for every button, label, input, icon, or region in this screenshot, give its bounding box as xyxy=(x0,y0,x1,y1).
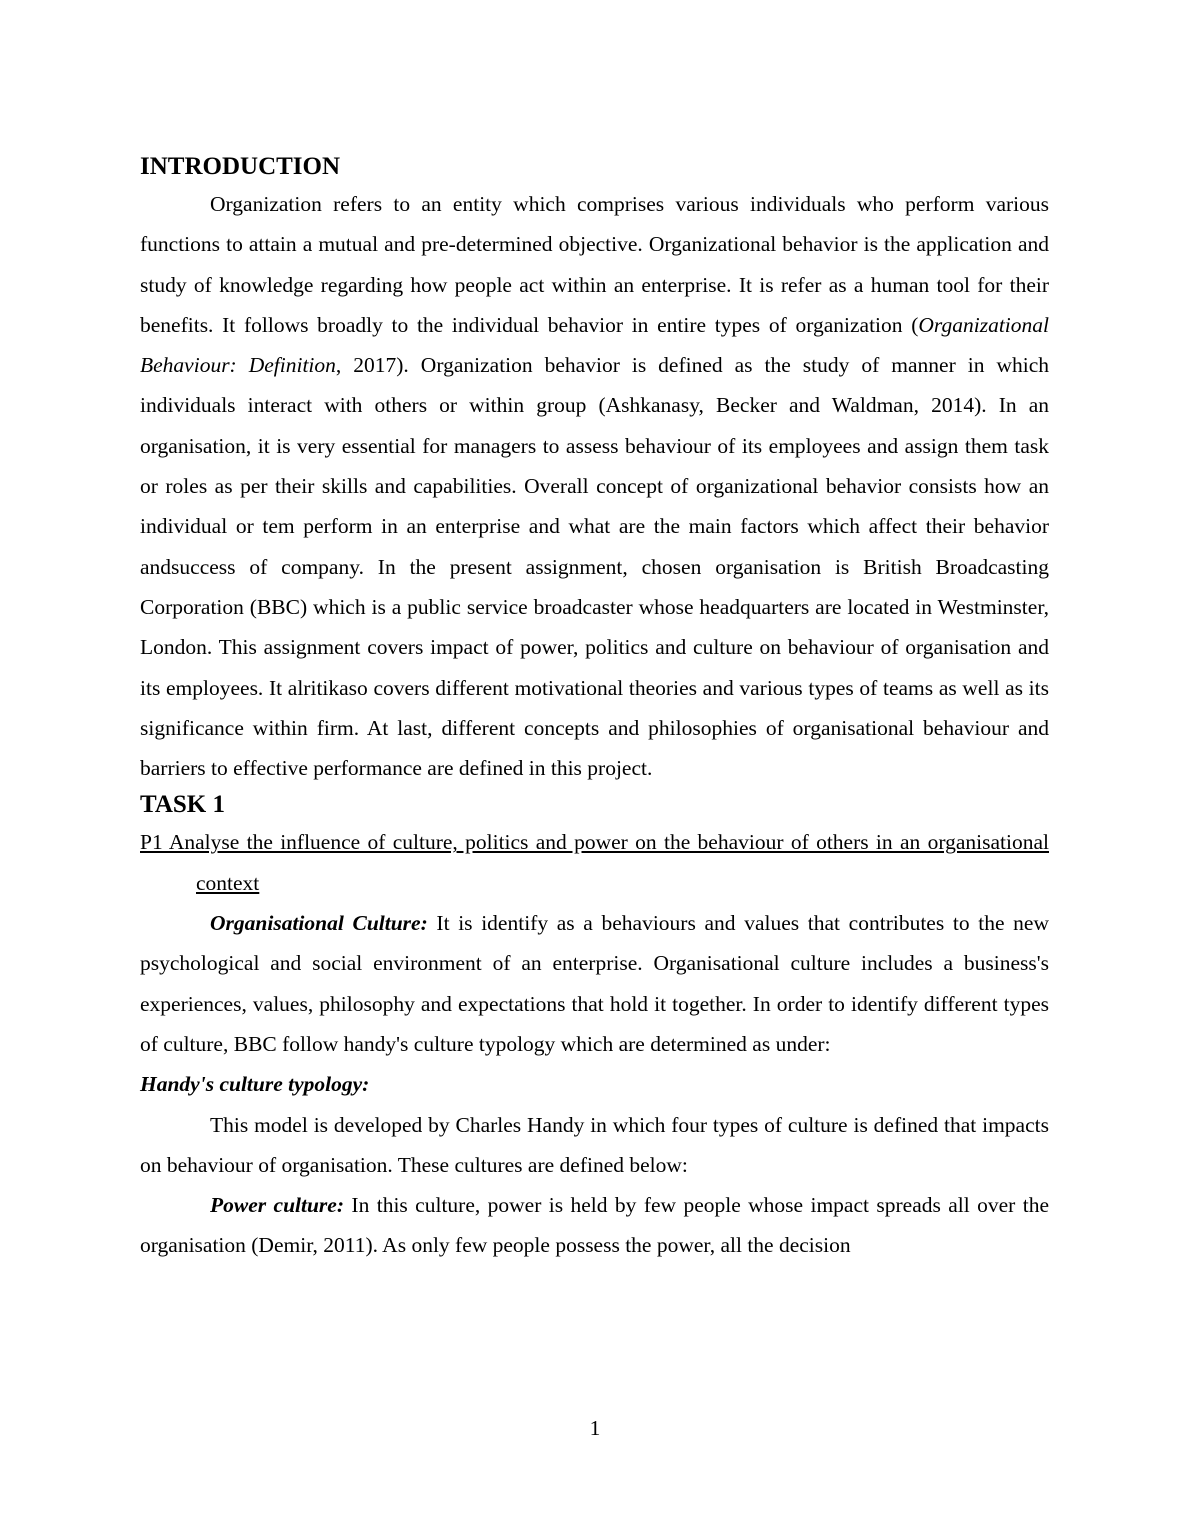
intro-text-part1: Organization refers to an entity which comprises various individuals who perform various functions to attain a mutual and pre-determined objective. Organizational behavior is the application and study of knowledge regarding how people act within an enterprise. It is refer as a human tool for their benefits. It follows broadly to the individual behavior in entire types of organization ( xyxy=(140,192,1049,337)
power-culture-label: Power culture: xyxy=(210,1193,345,1218)
task1-heading: TASK 1 xyxy=(140,791,225,819)
organisational-culture-text: It is identify as a behaviours and values that contributes to the new psychological and social environment of an enterprise. Organisational culture includes a business's experiences, values, philosophy and expectations that hold it together. In order to identify different types of culture, BBC follow handy's culture typology which are determined as under: xyxy=(140,911,1049,1056)
intro-text-part2: , 2017). Organization behavior is defined as the study of manner in which individuals interact with others or within group (Ashkanasy, Becker and Waldman, 2014). In an organisation, it is very essential for managers to assess behaviour of its employees and assign them task or roles as per their skills and capabilities. Overall concept of organizational behavior consists how an individual or tem perform in an enterprise and what are the main factors which affect their behavior andsuccess of company. In the present assignment, chosen organisation is British Broadcasting Corporation (BBC) which is a public service broadcaster whose headquarters are located in Westminster, London. This assignment covers impact of power, politics and culture on behaviour of organisation and its employees. It alritikaso covers different motivational theories and various types of teams as well as its significance within firm. At last, different concepts and philosophies of organisational behaviour and barriers to effective performance are defined in this project. xyxy=(140,353,1049,781)
intro-citation-title: Organizational Behaviour: Definition xyxy=(140,312,1049,378)
organisational-culture-paragraph xyxy=(140,903,1049,1064)
p1-subheading: P1 Analyse the influence of culture, politics and power on the behaviour of others in an organisational context xyxy=(140,830,1049,895)
document-page xyxy=(140,150,1049,1266)
power-culture-text: In this culture, power is held by few people whose impact spreads all over the organisation (Demir, 2011). As only few people possess the power, all the decision xyxy=(140,1193,1050,1258)
page-number: 1 xyxy=(589,1416,601,1440)
organisational-culture-label: Organisational Culture: xyxy=(210,911,428,936)
introduction-heading: INTRODUCTION xyxy=(140,153,341,180)
introduction-paragraph xyxy=(140,184,1049,788)
power-culture-paragraph xyxy=(140,1185,1049,1266)
handys-typology-paragraph: This model is developed by Charles Handy in which four types of culture is defined that impacts on behaviour of organisation. These cultures are defined below: xyxy=(140,1112,1049,1177)
handys-typology-heading: Handy's culture typology: xyxy=(140,1072,370,1097)
